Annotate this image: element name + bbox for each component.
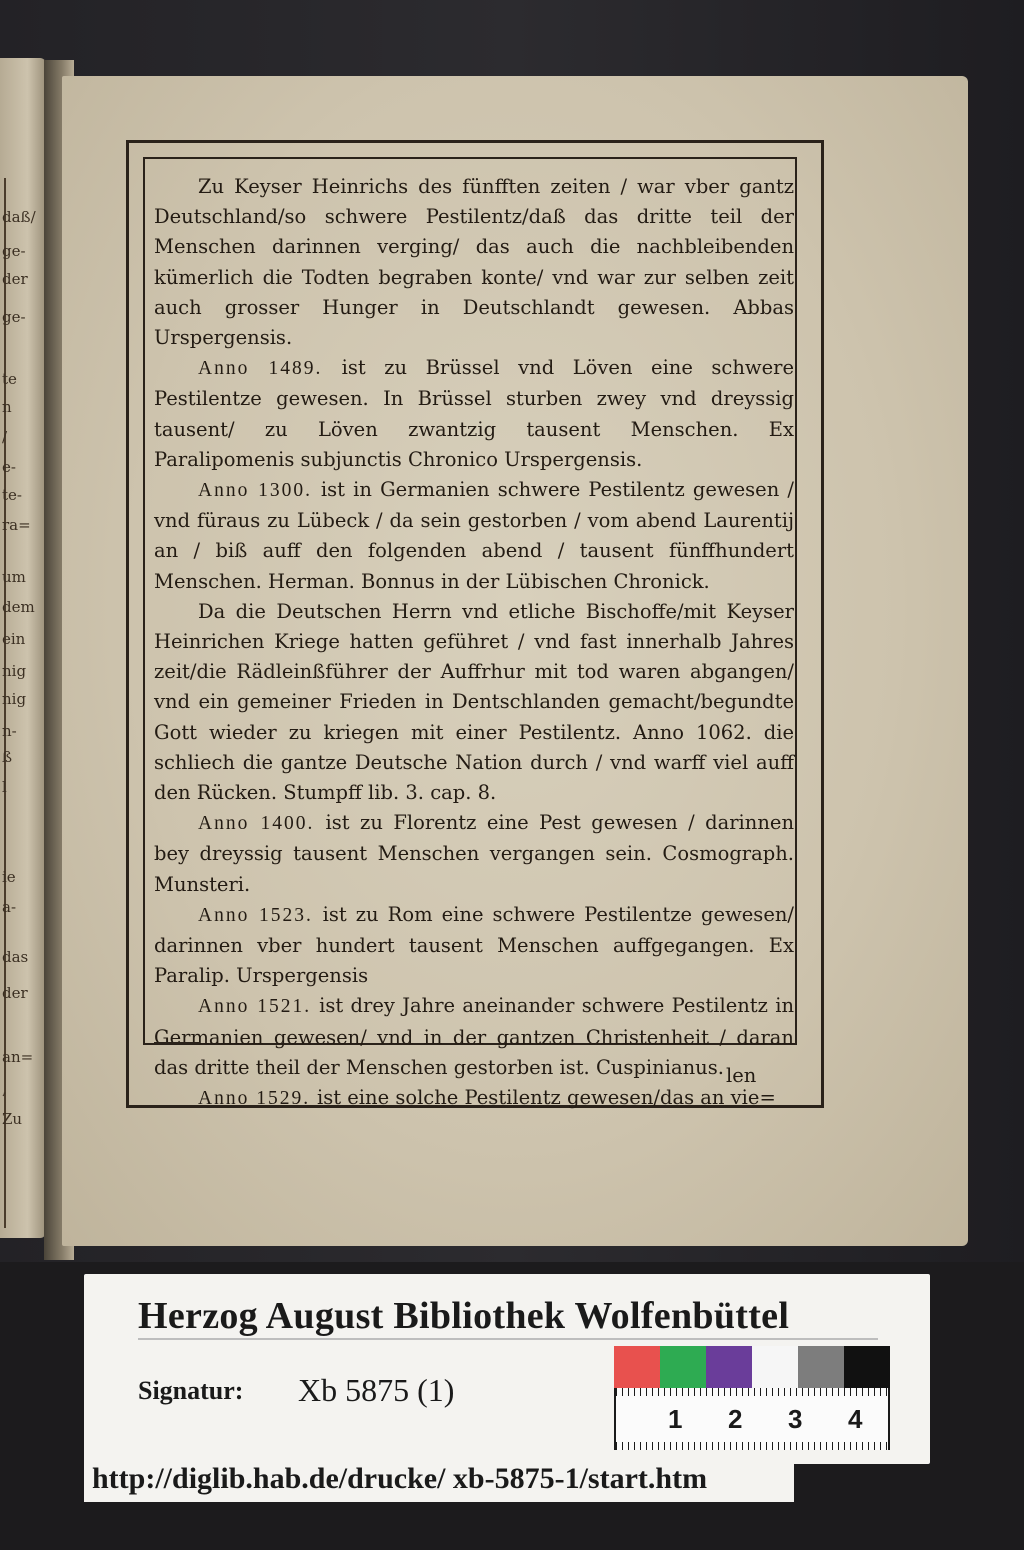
facing-page-fragment: te- bbox=[2, 486, 22, 504]
year-lead: Anno 1489. bbox=[198, 358, 342, 380]
facing-page-fragment: der bbox=[2, 984, 28, 1002]
ruler-number: 3 bbox=[788, 1404, 803, 1434]
library-name: Herzog August Bibliothek Wolfenbüttel bbox=[138, 1295, 790, 1337]
color-swatch bbox=[798, 1346, 844, 1388]
facing-page-fragment: ge- bbox=[2, 242, 26, 260]
facing-page-fragment: l bbox=[2, 778, 7, 796]
facing-page-fragment: an= bbox=[2, 1048, 34, 1066]
ruler-number: 2 bbox=[728, 1404, 743, 1434]
facing-page-fragment: ie bbox=[2, 868, 16, 886]
facing-page-fragment: e- bbox=[2, 458, 16, 476]
ruler-ticks-bottom bbox=[616, 1442, 888, 1450]
facing-page-fragment: das bbox=[2, 948, 29, 966]
year-lead: Anno 1521. bbox=[198, 996, 320, 1018]
facing-page-fragment: um bbox=[2, 568, 26, 586]
facing-page-fragment: nig bbox=[2, 690, 27, 708]
facing-page-fragment: ein bbox=[2, 630, 26, 648]
page-paragraph bbox=[154, 172, 794, 353]
catchword: len bbox=[726, 1064, 757, 1087]
page-paragraph bbox=[154, 900, 794, 992]
facing-page-fragment: te bbox=[2, 370, 17, 388]
page-paragraph bbox=[154, 1083, 794, 1114]
page-paragraph bbox=[154, 597, 794, 808]
color-swatch bbox=[844, 1346, 890, 1388]
signatur-label: Signatur: bbox=[138, 1376, 244, 1405]
facing-page-fragment: der bbox=[2, 270, 28, 288]
paragraph-text: Zu Keyser Heinrichs des fünfften zeiten / war vber gantz Deutschland/so schwere Pestilentz/daß das dritte teil der Menschen darinnen verging/ das auch die nachbleibenden kümerlich die Todten begraben konte/ vnd war zur selben zeit auch grosser Hunger in Deutschlandt gewesen. Abbas Urspergensis. bbox=[154, 175, 794, 350]
ruler-ticks-top bbox=[616, 1388, 888, 1396]
facing-page-fragment: dem bbox=[2, 598, 35, 616]
facing-page-fragment: n bbox=[2, 398, 12, 416]
paragraph-text: ist zu Florentz eine Pest gewesen / darinnen bey dreyssig tausent Menschen vergangen sein. Cosmograph. Munsteri. bbox=[154, 811, 795, 896]
paragraph-text: ist zu Rom eine schwere Pestilentze gewesen/ darinnen vber hundert tausent Menschen auffgegangen. Ex Paralip. Urspergensis bbox=[154, 902, 794, 988]
year-lead: Anno 1400. bbox=[198, 813, 326, 835]
measurement-ruler bbox=[614, 1388, 890, 1450]
ruler-number: 1 bbox=[668, 1404, 683, 1434]
facing-page-edge bbox=[0, 58, 46, 1238]
library-name-underline bbox=[138, 1338, 878, 1340]
year-lead: Anno 1300. bbox=[198, 480, 321, 502]
closing-rule bbox=[154, 1042, 200, 1044]
paragraph-text: ist zu Brüssel vnd Löven eine schwere Pestilentze gewesen. In Brüssel sturben zwey vnd dreyssig tausent/ zu Löven zwantzig tausent Menschen. Ex Paralipomenis subjunctis Chronico Urspergensis. bbox=[154, 356, 795, 471]
facing-page-fragment: / bbox=[2, 428, 8, 446]
color-swatch bbox=[706, 1346, 752, 1388]
facing-page-fragment: ra= bbox=[2, 516, 31, 534]
color-swatch bbox=[660, 1346, 706, 1388]
ruler-number: 4 bbox=[848, 1404, 863, 1434]
page-paragraph bbox=[154, 353, 794, 475]
facing-page-fragment: ß bbox=[2, 748, 13, 766]
color-swatch bbox=[752, 1346, 798, 1388]
facing-page-fragment: nig bbox=[2, 662, 27, 680]
facing-page-fragment: Zu bbox=[2, 1110, 23, 1128]
signatur-value: Xb 5875 (1) bbox=[298, 1372, 455, 1408]
page-paragraph bbox=[154, 991, 794, 1083]
page-paragraph bbox=[154, 475, 794, 597]
paragraph-text: ist drey Jahre aneinander schwere Pestilentz in Germanien gewesen/ vnd in der gantzen Christenheit / daran das dritte theil der Menschen gestorben ist. Cuspinianus. bbox=[154, 994, 794, 1079]
paragraph-text: ist eine solche Pestilentz gewesen/das an vie= bbox=[316, 1086, 776, 1110]
digital-library-url: http://diglib.hab.de/drucke/ xb-5875-1/start.htm bbox=[92, 1462, 708, 1495]
facing-page-fragment: n- bbox=[2, 722, 17, 740]
color-calibration-chart bbox=[614, 1346, 890, 1388]
facing-page-fragment: , bbox=[2, 1080, 7, 1098]
facing-page-fragment: a- bbox=[2, 898, 17, 916]
paragraph-text: ist in Germanien schwere Pestilentz gewesen / vnd füraus zu Lübeck / da sein gestorben / vom abend Laurentij an / biß auff den folgenden abend / tausent fünffhundert Menschen. Herman. Bonnus in der Lübischen Chronick. bbox=[154, 478, 794, 593]
year-lead: Anno 1523. bbox=[198, 904, 323, 926]
page-paragraph bbox=[154, 808, 794, 900]
facing-page-fragment: daß/ bbox=[2, 208, 36, 226]
year-lead: Anno 1529. bbox=[198, 1088, 317, 1110]
paragraph-text: Da die Deutschen Herrn vnd etliche Bischoffe/mit Keyser Heinrichen Kriege hatten geführet / vnd fast innerhalb Jahres zeit/die Rädleinßführer der Auffrhur mit tod waren abgangen/ vnd ein gemeiner Frieden in Dentschlanden gemacht/begundte Gott wieder zu kriegen mit einer Pestilentz. Anno 1062. die schliech die gantze Deutsche Nation durch / vnd warff viel auff den Rücken. Stumpff lib. 3. cap. 8. bbox=[154, 599, 794, 805]
page-text bbox=[154, 172, 794, 1114]
color-swatch bbox=[614, 1346, 660, 1388]
facing-page-fragment: ge- bbox=[2, 308, 26, 326]
